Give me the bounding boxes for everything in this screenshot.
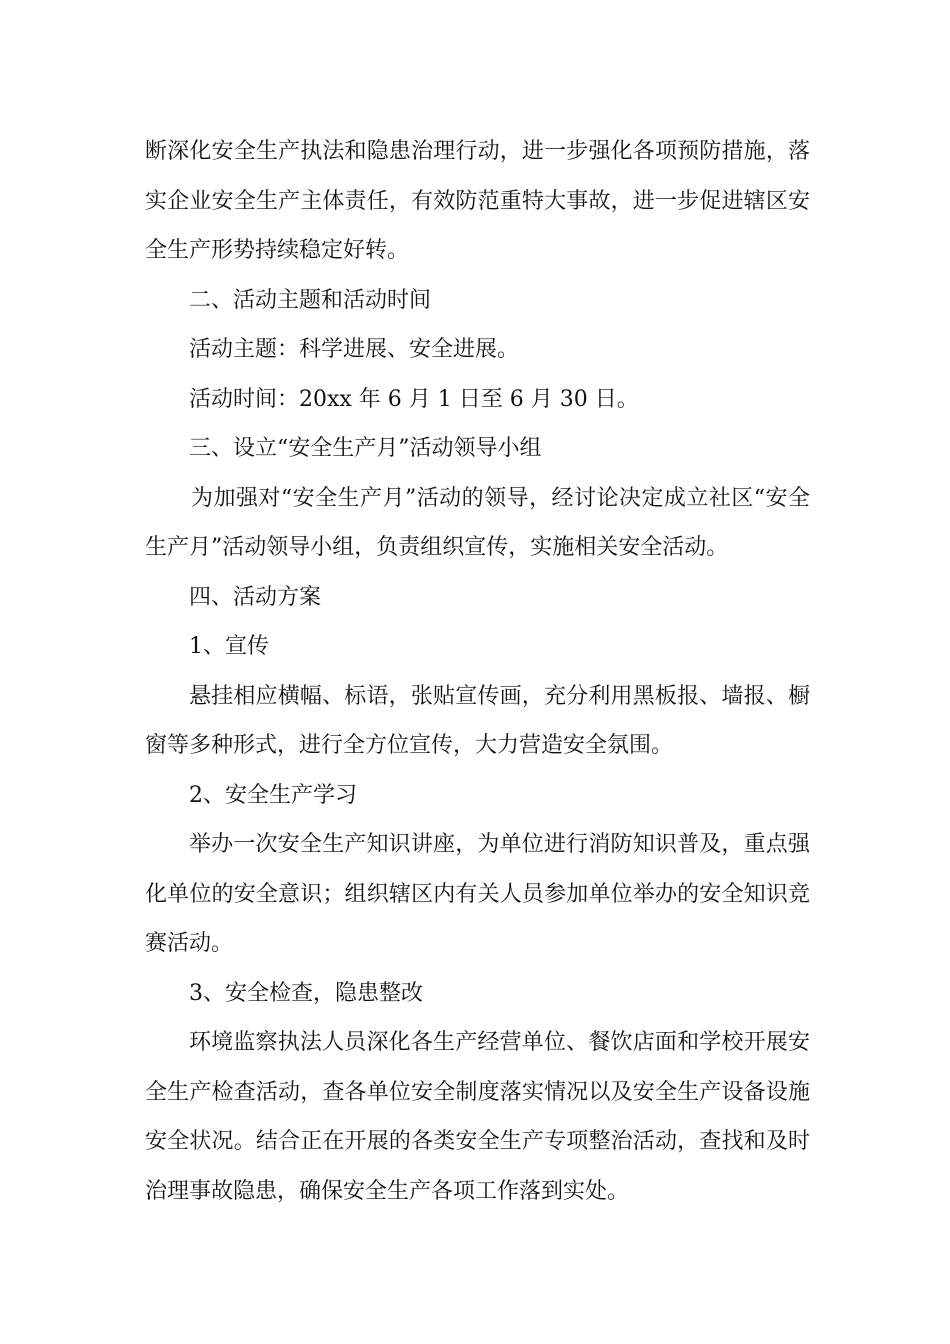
subsection-heading-inspection: 3、安全检查，隐患整改 bbox=[189, 980, 423, 1006]
leadership-paragraph: 为加强对“安全生产月”活动的领导，经讨论决定成立社区“安全生产月”活动领导小组，负责组织宣传，实施相关安全活动。 bbox=[145, 485, 810, 560]
study-paragraph: 举办一次安全生产知识讲座，为单位进行消防知识普及，重点强化单位的安全意识；组织辖区内有关人员参加单位举办的安全知识竞赛活动。 bbox=[145, 832, 810, 956]
activity-time: 活动时间：20xx 年 6 月 1 日至 6 月 30 日。 bbox=[189, 386, 639, 412]
inspection-paragraph: 环境监察执法人员深化各生产经营单位、餐饮店面和学校开展安全生产检查活动，查各单位安全制度落实情况以及安全生产设备设施安全状况。结合正在开展的各类安全生产专项整治活动，查找和及时治理事故隐患，确保安全生产各项工作落到实处。 bbox=[145, 1030, 810, 1204]
publicity-paragraph: 悬挂相应横幅、标语，张贴宣传画，充分利用黑板报、墙报、橱窗等多种形式，进行全方位宣传，大力营造安全氛围。 bbox=[145, 683, 810, 758]
document-body bbox=[145, 127, 810, 1216]
subsection-heading-publicity: 1、宣传 bbox=[189, 634, 269, 659]
subsection-heading-study: 2、安全生产学习 bbox=[189, 782, 357, 808]
section-heading-3: 三、设立“安全生产月”活动领导小组 bbox=[189, 436, 542, 461]
section-heading-4: 四、活动方案 bbox=[189, 584, 322, 610]
activity-theme: 活动主题：科学进展、安全进展。 bbox=[189, 337, 520, 362]
paragraph-continuation: 断深化安全生产执法和隐患治理行动，进一步强化各项预防措施，落实企业安全生产主体责任，有效防范重特大事故，进一步促进辖区安全生产形势持续稳定好转。 bbox=[145, 139, 810, 263]
section-heading-2: 二、活动主题和活动时间 bbox=[189, 287, 432, 313]
